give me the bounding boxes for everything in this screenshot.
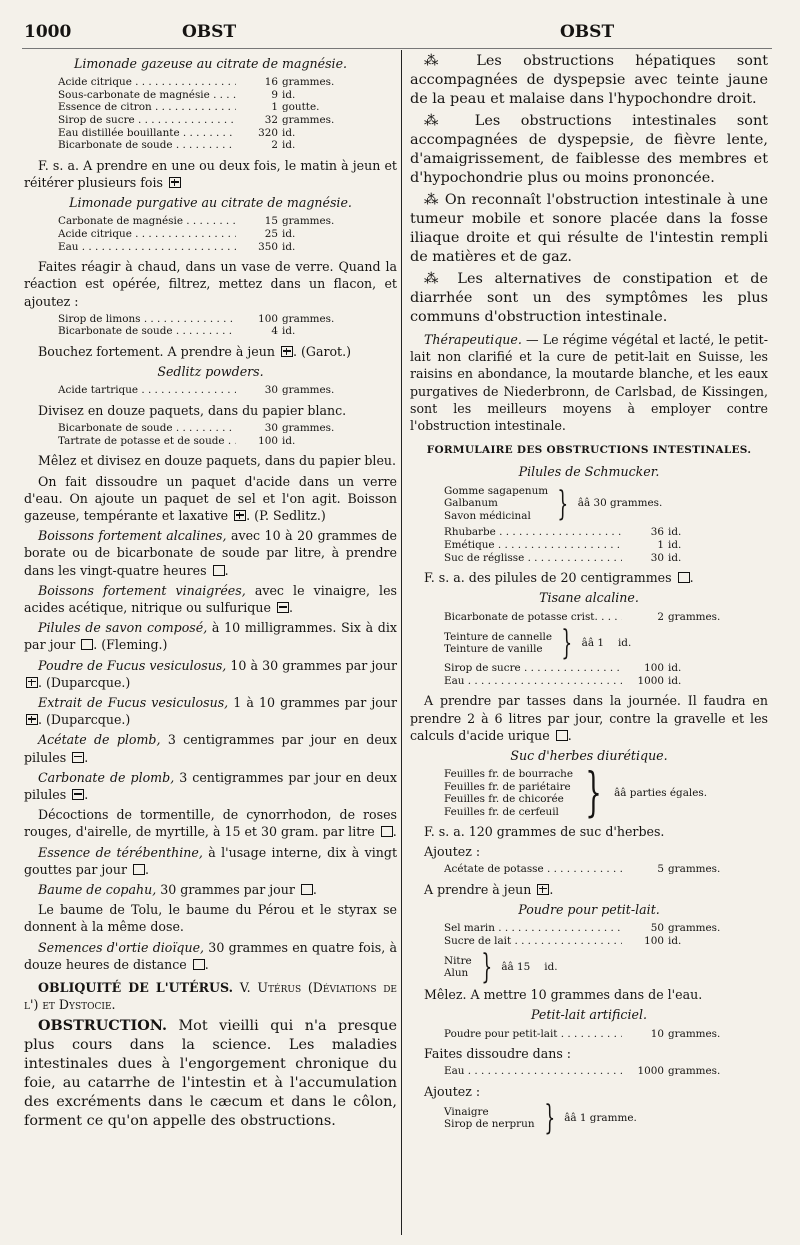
brace-icon: } <box>561 623 573 664</box>
ingredient-name: Acide tartrique . . . <box>58 384 236 397</box>
ingredient-row <box>58 384 397 397</box>
ingredient-name: Bicarbonate de soude . . . <box>58 422 236 435</box>
ingredient-quantity: 5 <box>657 862 664 875</box>
instructions: Ajoutez : <box>424 1083 481 1099</box>
ingredient-unit: goutte. <box>282 101 320 114</box>
ingredient-name: Eau distillée bouillante . . . <box>58 127 236 140</box>
remedy-item: Pilules de savon composé, à 10 milligrammes. Six à dix par jour . (Fleming.) <box>24 620 397 653</box>
ingredient-unit: grammes. <box>282 384 335 397</box>
ingredient-table <box>58 215 397 253</box>
ingredient-name: Teinture de cannelle <box>444 630 553 643</box>
instructions: Faites dissoudre dans : <box>424 1046 572 1062</box>
remedy-item: Semences d'ortie dioïque, 30 grammes en quatre fois, à douze heures de distance . <box>24 939 397 972</box>
ingredient-name: Poudre pour petit-lait . . . <box>444 1028 622 1041</box>
plus-box-icon <box>26 677 38 688</box>
formulaire-heading: FORMULAIRE DES OBSTRUCTIONS INTESTINALES. <box>426 444 752 457</box>
recipe-title: Limonade gazeuse au citrate de magnésie. <box>73 56 348 71</box>
ingredient-unit: id. <box>282 325 296 338</box>
remedy-item: Décoctions de tormentille, de cynorrhodon, de roses rouges, d'airelle, de myrtille, à 15 et 30 gram. par litre . <box>24 807 397 840</box>
group-quantity: ââ 1 <box>581 636 604 649</box>
brace-icon: } <box>585 763 602 824</box>
ingredient-row <box>444 611 768 624</box>
column-divider <box>401 50 402 1235</box>
remedy-source: (Duparcque.) <box>42 712 131 728</box>
ingredient-unit: grammes. <box>282 113 335 126</box>
ingredient-name: Sucre de lait . . . <box>444 935 622 948</box>
remedy-name: Carbonate de plomb, <box>38 769 175 785</box>
ingredient-table <box>444 662 768 687</box>
ingredient-name: Feuilles fr. de bourrache <box>444 768 574 781</box>
ingredient-table <box>58 76 397 152</box>
ingredient-quantity: 9 <box>271 88 278 101</box>
ingredient-table <box>444 1028 768 1041</box>
asterism-icon: ⁂ <box>424 192 440 208</box>
ingredient-unit: id. <box>282 227 296 240</box>
ingredient-quantity: 10 <box>650 1027 664 1040</box>
ingredient-row <box>444 1065 768 1078</box>
ingredient-name: Galbanum <box>444 497 498 510</box>
ingredient-unit: id. <box>668 662 682 675</box>
ingredient-row <box>58 435 397 448</box>
ingredient-row <box>58 114 397 127</box>
ingredient-name: Savon médicinal <box>444 509 531 522</box>
instructions: Faites réagir à chaud, dans un vase de verre. Quand la réaction est opérée, filtrez, mettez dans un flacon, et ajoutez : <box>24 259 397 309</box>
ingredient-unit: grammes. <box>282 76 335 89</box>
ingredient-name: Bicarbonate de soude . . . <box>58 325 236 338</box>
ingredient-unit: grammes. <box>282 215 335 228</box>
group-unit: id. <box>544 960 558 973</box>
plus-box-icon <box>26 714 38 725</box>
asterism-icon: ⁂ <box>424 271 446 287</box>
remedy-item: Acétate de plomb, 3 centigrammes par jour en deux pilules . <box>24 732 397 765</box>
empty-box-icon <box>133 864 145 875</box>
left-running-head: OBST <box>182 22 237 42</box>
remedy-text: 3 centigrammes par jour en deux pilules <box>24 769 397 802</box>
ingredient-quantity: 100 <box>258 434 278 447</box>
ingredient-row <box>444 539 768 552</box>
remedy-text: Décoctions de tormentille, de cynorrhodon, de roses rouges, d'airelle, de myrtille, à 15 et 30 gram. par litre <box>24 807 397 840</box>
ingredient-name: Emétique . . . <box>444 539 622 552</box>
empty-box-icon <box>213 565 225 576</box>
recipe-title: Tisane alcaline. <box>539 590 639 606</box>
ingredient-name: Feuilles fr. de chicorée <box>444 793 564 806</box>
remedy-name: Baume de copahu, <box>38 882 157 898</box>
ingredient-row <box>444 526 768 539</box>
brace-icon: } <box>543 1098 555 1139</box>
ingredient-quantity: 32 <box>264 113 278 126</box>
ingredient-quantity: 320 <box>258 126 278 139</box>
paragraph-text: Les alternatives de constipation et de diarrhée sont un des symptômes les plus communs d'obstruction intestinale. <box>410 271 768 325</box>
brace-icon: } <box>481 947 492 988</box>
remedy-name: Poudre de Fucus vesiculosus, <box>38 657 227 673</box>
ingredient-quantity: 30 <box>264 384 278 397</box>
ingredient-quantity: 100 <box>258 312 278 325</box>
remedy-item: Carbonate de plomb, 3 centigrammes par jour en deux pilules . <box>24 769 397 802</box>
ingredient-name: Nitre <box>444 954 472 967</box>
ingredient-quantity: 36 <box>650 526 664 539</box>
ingredient-group <box>444 1098 768 1139</box>
remedy-name: Boissons fortement alcalines, <box>38 528 227 544</box>
ingredient-unit: id. <box>282 126 296 139</box>
recipe-title: Poudre pour petit-lait. <box>518 901 660 917</box>
ingredient-unit: grammes. <box>668 921 721 934</box>
ingredient-row <box>58 101 397 114</box>
group-quantity: ââ 15 <box>501 960 531 973</box>
ingredient-name: Bicarbonate de soude . . . <box>58 139 236 152</box>
ingredient-name: Bicarbonate de potasse crist. . . . <box>444 611 622 624</box>
ingredient-name: Alun <box>444 967 469 980</box>
instructions: Mêlez. A mettre 10 grammes dans de l'eau. <box>424 987 703 1003</box>
empty-box-icon <box>301 884 313 895</box>
ingredient-quantity: 100 <box>644 934 664 947</box>
group-items <box>444 485 548 523</box>
instructions: Ajoutez : <box>424 843 481 859</box>
ingredient-row <box>58 241 397 254</box>
ingredient-group <box>444 947 768 988</box>
ingredient-table <box>444 1065 768 1078</box>
recipe-title: Petit-lait artificiel. <box>531 1007 647 1023</box>
recipe-title: Suc d'herbes diurétique. <box>510 747 668 763</box>
empty-box-icon <box>81 639 93 650</box>
page-number: 1000 <box>24 22 72 42</box>
ingredient-row <box>444 675 768 688</box>
ingredient-table <box>58 384 397 397</box>
remedy-name: Boissons fortement vinaigrées, <box>38 582 246 598</box>
ingredient-name: Feuilles fr. de pariétaire <box>444 780 571 793</box>
remedy-list <box>24 527 397 973</box>
ingredient-unit: grammes. <box>282 422 335 435</box>
group-items <box>444 631 552 656</box>
ingredient-name: Eau . . . <box>444 675 622 688</box>
symptom-paragraph <box>410 52 768 109</box>
ingredient-name: Suc de réglisse . . . <box>444 552 622 565</box>
remedy-item: Boissons fortement vinaigrées, avec le vinaigre, les acides acétique, nitrique ou sulfurique . <box>24 582 397 615</box>
remedy-text: avec 10 à 20 grammes de borate ou de bicarbonate de soude par litre, à prendre dans les vingt-quatre heures <box>24 528 397 578</box>
ingredient-unit: id. <box>282 88 296 101</box>
remedy-name: Essence de térébenthine, <box>38 844 203 860</box>
ingredient-name: Acide citrique . . . <box>58 228 236 241</box>
ingredient-name: Eau . . . <box>444 1065 622 1078</box>
ingredient-quantity: 30 <box>650 551 664 564</box>
paragraph-text: Les obstructions intestinales sont accompagnées de dyspepsie, de fièvre lente, d'amaigrissement, de faiblesse des membres et d'hypochondrie plus ou moins prononcée. <box>410 113 769 186</box>
group-items <box>444 955 472 980</box>
instructions: Divisez en douze paquets, dans du papier blanc. <box>38 402 347 418</box>
right-column <box>410 52 768 1137</box>
instructions: A prendre par tasses dans la journée. Il faudra en prendre 2 à 6 litres par jour, contre la gravelle et les calculs d'acide urique . <box>410 693 768 743</box>
ingredient-group <box>444 623 768 664</box>
ingredient-group <box>444 763 768 824</box>
therapeutique: Thérapeutique. — Le régime végétal et lacté, le petit-lait non clarifié et la cure de petit-lait en Suisse, les raisins en abondance, la moutarde blanche, et les eaux purgatives de Niederbronn, de Carlsbad, de Kissingen, sont les meilleurs moyens à employer contre l'obstruction intestinale. <box>410 332 768 434</box>
group-items <box>444 1106 535 1131</box>
remedy-name: Pilules de savon composé, <box>38 620 208 636</box>
ingredient-name: Acétate de potasse . . . <box>444 863 622 876</box>
group-quantity: ââ parties égales. <box>614 787 708 800</box>
remedy-text: à 10 milligrammes. Six à dix par jour <box>24 620 397 653</box>
ingredient-name: Rhubarbe . . . <box>444 526 622 539</box>
ingredient-name: Sirop de limons . . . <box>58 313 236 326</box>
ingredient-row <box>444 662 768 675</box>
ingredient-name: Feuilles fr. de cerfeuil <box>444 805 559 818</box>
minus-box-icon <box>277 602 289 613</box>
recipe-title: Limonade purgative au citrate de magnésie. <box>69 195 352 211</box>
ingredient-name: Gomme sagapenum <box>444 484 549 497</box>
ingredient-unit: grammes. <box>668 862 721 875</box>
ingredient-name: Essence de citron . . . <box>58 101 236 114</box>
ingredient-name: Eau . . . <box>58 241 236 254</box>
minus-box-icon <box>72 789 84 800</box>
ingredient-unit: id. <box>282 139 296 152</box>
ingredient-name: Acide citrique . . . <box>58 76 236 89</box>
ingredient-quantity: 350 <box>258 240 278 253</box>
ingredient-name: Sous-carbonate de magnésie . . . <box>58 89 236 102</box>
ingredient-quantity: 1000 <box>637 674 664 687</box>
remedy-text: avec le vinaigre, les acides acétique, nitrique ou sulfurique <box>24 582 397 615</box>
remedy-item: Poudre de Fucus vesiculosus, 10 à 30 grammes par jour . (Duparcque.) <box>24 657 397 691</box>
ingredient-table <box>444 611 768 624</box>
remedy-text: à l'usage interne, dix à vingt gouttes par jour <box>24 844 398 877</box>
instructions: Mêlez et divisez en douze paquets, dans du papier bleu. <box>38 453 397 469</box>
left-column <box>24 52 397 1134</box>
ingredient-row <box>444 552 768 565</box>
recipe-title: Pilules de Schmucker. <box>518 464 660 480</box>
remedy-item: Baume de copahu, 30 grammes par jour . <box>38 882 317 898</box>
ingredient-name: Sirop de sucre . . . <box>444 662 622 675</box>
remedy-item: Essence de térébenthine, à l'usage interne, dix à vingt gouttes par jour . <box>24 844 398 877</box>
ingredient-name: Carbonate de magnésie . . . <box>58 215 236 228</box>
ingredient-unit: grammes. <box>668 1065 721 1078</box>
ingredient-unit: id. <box>668 674 682 687</box>
ingredient-unit: grammes. <box>668 610 721 623</box>
ingredient-table <box>444 922 768 947</box>
empty-box-icon <box>193 959 205 970</box>
ingredient-row <box>58 215 397 228</box>
instructions: F. s. a. 120 grammes de suc d'herbes. <box>424 823 665 839</box>
remedy-text: Le baume de Tolu, le baume du Pérou et le styrax se donnent à la même dose. <box>24 902 397 935</box>
ingredient-name: Vinaigre <box>444 1105 489 1118</box>
ingredient-row <box>58 422 397 435</box>
remedy-name: Semences d'ortie dioïque, <box>38 939 205 955</box>
ingredient-unit: id. <box>282 240 296 253</box>
ingredient-row <box>444 1028 768 1041</box>
ingredient-table <box>58 313 397 338</box>
symptom-paragraph <box>410 112 768 188</box>
plus-box-icon <box>169 177 181 188</box>
symptom-paragraph <box>410 270 768 327</box>
symptom-paragraph <box>410 191 768 267</box>
ingredient-quantity: 2 <box>657 610 664 623</box>
ingredient-name: Tartrate de potasse et de soude . . . <box>58 435 236 448</box>
ingredient-quantity: 100 <box>644 662 664 675</box>
paragraph-text: Les obstructions hépatiques sont accompagnées de dyspepsie avec teinte jaune de la peau et malaise dans l'hypochondre droit. <box>410 53 769 107</box>
brace-icon: } <box>557 483 569 524</box>
empty-box-icon <box>381 826 393 837</box>
remedy-text: 1 à 10 grammes par jour <box>228 694 397 710</box>
ingredient-quantity: 1 <box>657 539 664 551</box>
ingredient-unit: id. <box>668 551 682 564</box>
empty-box-icon <box>678 572 690 583</box>
right-running-head: OBST <box>560 22 615 42</box>
remedy-name: Extrait de Fucus vesiculosus, <box>38 694 229 710</box>
ingredient-quantity: 15 <box>264 215 278 228</box>
ingredient-row <box>58 89 397 102</box>
remedy-text: 10 à 30 grammes par jour <box>226 657 397 673</box>
ingredient-name: Teinture de vanille <box>444 643 543 656</box>
ingredient-quantity: 50 <box>650 921 664 934</box>
ingredient-quantity: 4 <box>271 325 278 338</box>
ingredient-quantity: 1 <box>271 101 278 114</box>
ingredient-row <box>444 935 768 948</box>
symptom-paragraphs <box>410 52 768 327</box>
header-rule <box>22 48 772 49</box>
ingredient-quantity: 16 <box>264 76 278 89</box>
remedy-source: (Fleming.) <box>97 637 168 653</box>
ingredient-name: Sel marin . . . <box>444 922 622 935</box>
remedy-item: Boissons fortement alcalines, avec 10 à 20 grammes de borate ou de bicarbonate de soude par litre, à prendre dans les vingt-quatre heures . <box>24 528 397 578</box>
group-unit: id. <box>617 636 632 649</box>
ingredient-unit: id. <box>282 434 296 447</box>
ingredient-row <box>58 127 397 140</box>
ingredient-row <box>58 313 397 326</box>
remedy-text: 30 grammes en quatre fois, à douze heures de distance <box>24 939 397 972</box>
ingredient-table <box>444 863 768 876</box>
instructions: F. s. a. des pilules de 20 centigrammes . <box>424 570 694 586</box>
ingredient-table <box>58 422 397 447</box>
plus-box-icon <box>281 346 293 357</box>
asterism-icon: ⁂ <box>424 113 455 129</box>
remedy-item: Extrait de Fucus vesiculosus, 1 à 10 grammes par jour . (Duparcque.) <box>24 694 397 728</box>
group-quantity: ââ 1 gramme. <box>564 1111 637 1124</box>
remedy-name: Acétate de plomb, <box>38 732 161 748</box>
instructions: A prendre à jeun . <box>424 881 554 897</box>
ingredient-quantity: 1000 <box>637 1065 664 1078</box>
remedy-text: 3 centigrammes par jour en deux pilules <box>24 732 397 765</box>
ingredient-table <box>444 526 768 564</box>
ingredient-row <box>58 228 397 241</box>
plus-box-icon <box>234 510 246 521</box>
remedy-source: (Duparcque.) <box>42 674 131 690</box>
ingredient-row <box>58 76 397 89</box>
instructions: F. s. a. A prendre en une ou deux fois, le matin à jeun et réitérer plusieurs fois <box>24 157 397 190</box>
ingredient-unit: grammes. <box>282 312 335 325</box>
ingredient-group <box>444 485 768 523</box>
obstruction-entry: OBSTRUCTION. Mot vieilli qui n'a presque plus cours dans la science. Les maladies intestinales dues à l'engorgement chronique du foie, au catarrhe de l'intestin et à l'accumulation des excréments dans le cæcum et dans le côlon, forment ce qu'on appelle des obstructions. <box>24 1017 397 1130</box>
ingredient-quantity: 30 <box>264 422 278 435</box>
ingredient-quantity: 2 <box>271 139 278 152</box>
group-quantity: ââ 30 grammes. <box>577 497 663 510</box>
asterism-icon: ⁂ <box>424 53 456 69</box>
remedy-text: 30 grammes par jour <box>156 882 295 898</box>
instructions: Bouchez fortement. A prendre à jeun . (Garot.) <box>38 343 352 359</box>
empty-box-icon <box>556 730 568 741</box>
ingredient-row <box>444 922 768 935</box>
ingredient-name: Sirop de nerprun <box>444 1118 535 1131</box>
plus-box-icon <box>537 884 549 895</box>
ingredient-unit: id. <box>668 539 682 551</box>
group-items <box>444 768 573 818</box>
obliquite-entry: OBLIQUITÉ DE L'UTÉRUS. V. Utérus (Déviations de l') et Dystocie. <box>24 980 397 1013</box>
recipe-title: Sedlitz powders. <box>157 364 264 380</box>
ingredient-quantity: 25 <box>264 227 278 240</box>
ingredient-row <box>58 325 397 338</box>
ingredient-unit: grammes. <box>668 1027 721 1040</box>
ingredient-unit: id. <box>668 526 682 539</box>
paragraph-text: On reconnaît l'obstruction intestinale à une tumeur mobile et sonore placée dans la fosse iliaque droite et qui résulte de l'intestin rempli de matières et de gaz. <box>410 192 769 265</box>
ingredient-row <box>444 863 768 876</box>
ingredient-name: Sirop de sucre . . . <box>58 114 236 127</box>
ingredient-unit: id. <box>668 934 682 947</box>
remedy-item <box>24 901 397 935</box>
ingredient-row <box>58 139 397 152</box>
instructions: On fait dissoudre un paquet d'acide dans un verre d'eau. On ajoute un paquet de sel et l'on agit. Boisson gazeuse, tempérante et laxative . (P. Sedlitz.) <box>24 473 397 523</box>
minus-box-icon <box>72 752 84 763</box>
